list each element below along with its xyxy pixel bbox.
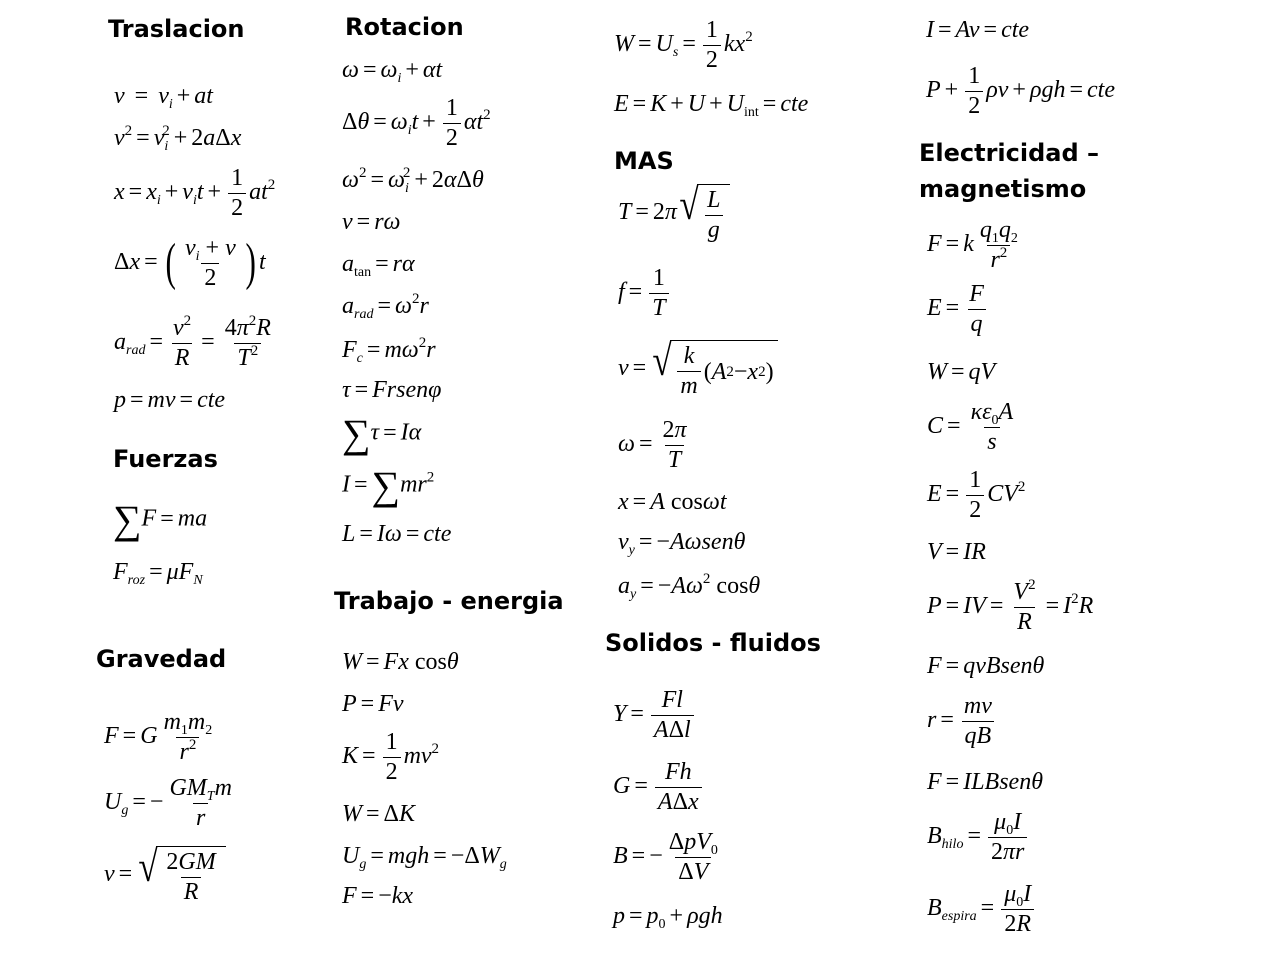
mas-formula-1: T = 2π √ $\frac{L}{g}$ xyxy=(618,184,730,243)
trabajo-energia-heading: Trabajo - energia xyxy=(334,587,564,615)
electricidad-formula-8: F = qvBsenθ xyxy=(927,653,1045,679)
solidos-fluidos-heading: Solidos - fluidos xyxy=(605,629,821,657)
electricidad-heading-line2: magnetismo xyxy=(919,175,1087,203)
trabajo-formula-2: P = Fv xyxy=(342,691,404,717)
fluidos-extra-formula-1: I = Av = cte xyxy=(926,17,1030,43)
electricidad-formula-7: P = IV = $\frac{V^2}{R}$ = $I^2R$ xyxy=(927,577,1094,636)
trabajo-formula-4: W = ΔK xyxy=(342,801,415,827)
solidos-formula-3: B = − $\frac{\Delta pV_0}{\Delta V}$ xyxy=(613,829,718,886)
gravedad-formula-2: $U_g$ = − $\frac{GM_Tm}{r}$ xyxy=(104,775,232,832)
mas-formula-6: $v_y = -A\omega sen\theta$ xyxy=(618,529,746,558)
electricidad-formula-4: C = $\frac{\kappa\varepsilon_0A}{s}$ xyxy=(927,399,1014,456)
mas-formula-5: x = A cosωt xyxy=(618,489,727,515)
trabajo-formula-6: F = −kx xyxy=(342,883,414,909)
mas-formula-7: $a_y = -A\omega^2$ cosθ xyxy=(618,571,761,602)
electricidad-formula-9: r = $\frac{mv}{qB}$ xyxy=(927,694,998,749)
traslacion-formula-2: $v^2 = v_i^2 + 2a\Delta x$ xyxy=(114,123,242,154)
traslacion-formula-1: $v = v_i$ + at xyxy=(114,83,213,112)
solidos-formula-4: $p = p_0 + \rho gh$ xyxy=(613,903,723,932)
rotacion-formula-5: $a_{tan} = r\alpha$ xyxy=(342,251,415,280)
traslacion-heading: Traslacion xyxy=(108,15,245,43)
trabajo-formula-3: K = $\frac{1}{2}$ $mv^2$ xyxy=(342,729,440,786)
solidos-formula-1: Y = $\frac{Fl}{\text{AΔl}}$ xyxy=(613,688,697,743)
trabajo-formula-5: $U_g$ = mgh = $-\Delta W_g$ xyxy=(342,843,507,872)
energia-extra-formula-1: $W = U_s$ = $\frac{1}{2}$ $kx^2$ xyxy=(614,17,753,74)
electricidad-formula-3: W = qV xyxy=(927,359,996,385)
rotacion-formula-1: $\omega = \omega_i + \alpha t$ xyxy=(342,57,443,86)
rotacion-formula-4: v = rω xyxy=(342,209,401,235)
mas-heading: MAS xyxy=(614,147,674,175)
electricidad-heading-line1: Electricidad – xyxy=(919,139,1100,167)
rotacion-section xyxy=(342,12,572,552)
mas-formula-2: f = $\frac{1}{T}$ xyxy=(618,266,672,321)
solidos-fluidos-section xyxy=(605,628,875,938)
rotacion-formula-3: $\omega^2 = \omega_i^2 + 2\alpha\Delta\theta$ xyxy=(342,165,484,196)
fuerzas-section xyxy=(113,444,323,594)
gravedad-section xyxy=(96,644,326,924)
rotacion-formula-6: $a_{rad} = \omega^2r$ xyxy=(342,291,429,322)
fluidos-extra-formula-2: P + $\frac{1}{2}$ ρv + ρgh = cte xyxy=(926,63,1115,120)
rotacion-formula-9: ∑τ = Iα xyxy=(342,411,422,456)
traslacion-formula-3: $x = x_i + v_it$ + $\frac{1}{2}$ $at^2$ xyxy=(114,165,276,222)
gravedad-formula-1: F = G $\frac{m_1m_2}{r^2}$ xyxy=(104,709,213,766)
rotacion-formula-10: $I = \sum mr^2$ xyxy=(342,463,435,508)
trabajo-formula-1: W = Fx cosθ xyxy=(342,649,459,675)
rotacion-formula-8: τ = Frsenφ xyxy=(342,377,442,403)
traslacion-section xyxy=(108,14,328,424)
trabajo-energia-section xyxy=(334,586,574,916)
traslacion-formula-4: Δx = ( $\frac{v_i + v}{2}$ ) t xyxy=(114,234,266,292)
energia-extra-formula-2: $E = K + U + U_{int}$ = cte xyxy=(614,91,809,120)
electricidad-formula-12: $B_{espira}$ = $\frac{\mu_0I}{2R}$ xyxy=(927,882,1037,937)
electricidad-formula-11: $B_{hilo}$ = $\frac{\mu_0I}{2\pi r}$ xyxy=(927,810,1030,865)
rotacion-formula-11: L = Iω = cte xyxy=(342,521,452,547)
fluidos-extra-section xyxy=(926,18,1186,128)
gravedad-heading: Gravedad xyxy=(96,645,227,673)
mas-section xyxy=(614,146,874,616)
mas-formula-3: v = √ $\frac{k}{m}$ ( A 2 − x 2 ) xyxy=(618,340,778,399)
electricidad-formula-1: F = k $\frac{q_1q_2}{r^2}$ xyxy=(927,217,1018,274)
electricidad-formula-5: E = $\frac{1}{2}$ $CV^2$ xyxy=(927,467,1026,524)
electricidad-formula-10: F = ILBsenθ xyxy=(927,769,1043,795)
rotacion-formula-7: $F_c = m\omega^2r$ xyxy=(342,335,436,366)
energia-extra-section xyxy=(614,18,864,118)
electricidad-magnetismo-section xyxy=(919,138,1219,948)
traslacion-formula-6: p = mv = cte xyxy=(114,387,226,413)
gravedad-formula-3: v = √ $\frac{2GM}{R}$ xyxy=(104,846,226,905)
rotacion-formula-2: $\Delta\theta = \omega_it$ + $\frac{1}{2}$ $\alpha t^2$ xyxy=(342,95,491,152)
fuerzas-formula-1: ∑F = ma xyxy=(113,497,208,542)
rotacion-heading: Rotacion xyxy=(345,13,464,41)
electricidad-formula-6: V = IR xyxy=(927,539,986,565)
solidos-formula-2: G = $\frac{Fh}{\text{AΔx}}$ xyxy=(613,760,705,815)
fuerzas-formula-2: $F_{roz} = \mu F_N$ xyxy=(113,559,203,588)
fuerzas-heading: Fuerzas xyxy=(113,445,218,473)
electricidad-formula-2: E = $\frac{F}{q}$ xyxy=(927,281,984,338)
traslacion-formula-5: $a_{rad}$ = $\frac{v^2}{R}$ = $\frac{4\pi^2R}{T^2}$ xyxy=(114,313,271,372)
mas-formula-4: ω = $\frac{2\pi}{T}$ xyxy=(618,417,687,474)
